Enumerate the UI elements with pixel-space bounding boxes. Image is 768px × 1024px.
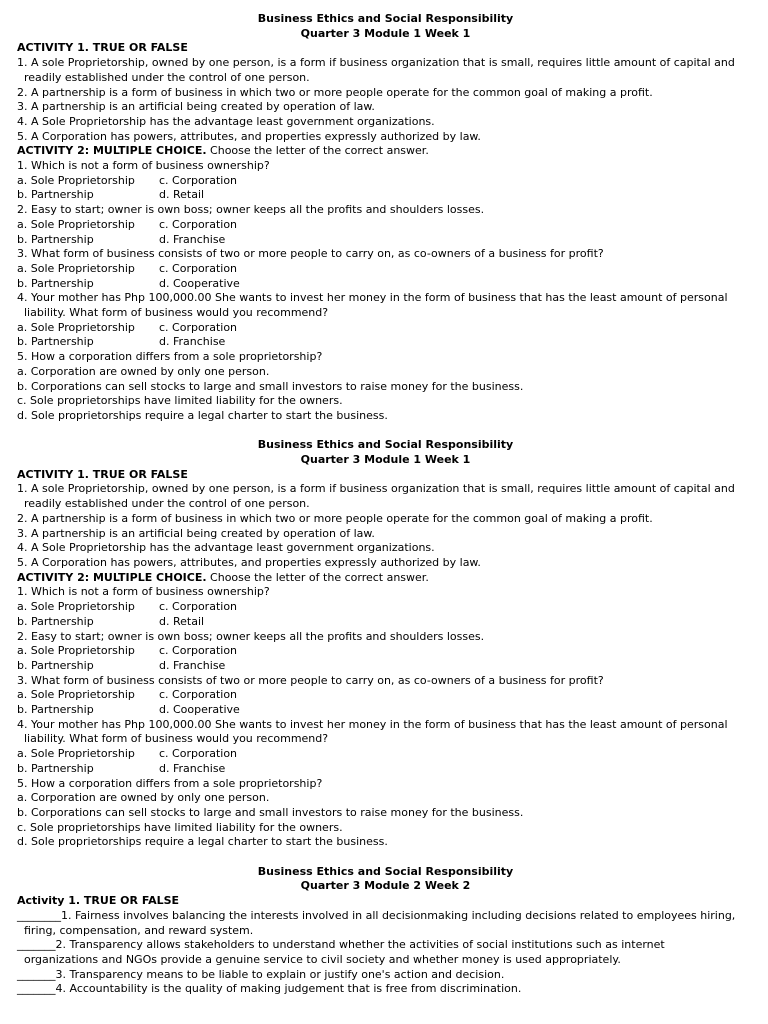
mc-option-c: c. Corporation [159,261,238,275]
mc-option-a: a. Sole Proprietorship [17,688,135,702]
statement-text: 2. Transparency allows stakeholders to understand whether the activities of social institutions such as internet [55,938,665,952]
mc-option-c: c. Corporation [159,688,238,702]
mc-option: b. Corporations can sell stocks to large and small investors to raise money for the business. [17,805,524,819]
answer-blank: _______ [17,967,56,981]
mc-question: 1. Which is not a form of business ownership? [17,159,270,173]
true-false-item: 2. A partnership is a form of business in which two or more people operate for the common goal of making a profit. [17,85,653,99]
mc-option-row [17,321,754,336]
mc-option-c: c. Corporation [159,217,238,231]
worksheet-section [17,438,754,850]
mc-option-row [17,747,754,762]
mc-option-b: b. Partnership [17,232,94,246]
mc-option-row [17,218,754,233]
mc-option-b: b. Partnership [17,276,94,290]
mc-option-row [17,188,754,203]
mc-option-row [17,703,754,718]
statement-continuation: organizations and NGOs provide a genuine service to civil society and whether money is used appropriately. [24,952,621,966]
mc-option-d: d. Cooperative [159,276,240,290]
mc-option-row [17,233,754,248]
mc-question: 5. How a corporation differs from a sole proprietorship? [17,776,323,790]
answer-blank: _______ [17,938,56,952]
mc-option-b: b. Partnership [17,658,94,672]
mc-question: 4. Your mother has Php 100,000.00 She wants to invest her money in the form of business that has the least amount of personal [17,717,728,731]
mc-question-continuation: liability. What form of business would you recommend? [24,732,329,746]
mc-option: b. Corporations can sell stocks to large and small investors to raise money for the business. [17,379,524,393]
mc-option-b: b. Partnership [17,703,94,717]
activity2-label: ACTIVITY 2: MULTIPLE CHOICE. [17,144,207,158]
true-false-item [17,938,754,953]
mc-option-a: a. Sole Proprietorship [17,320,135,334]
mc-option-d: d. Franchise [159,232,226,246]
mc-option-row [17,600,754,615]
mc-option-row [17,277,754,292]
mc-question: 3. What form of business consists of two or more people to carry on, as co-owners of a business for profit? [17,673,604,687]
mc-option-row [17,762,754,777]
mc-option-d: d. Franchise [159,761,226,775]
worksheet-subtitle: Quarter 3 Module 1 Week 1 [300,453,471,467]
worksheet-title: Business Ethics and Social Responsibility [257,438,514,452]
mc-option-b: b. Partnership [17,761,94,775]
true-false-item: 5. A Corporation has powers, attributes, and properties expressly authorized by law. [17,129,481,143]
worksheet-section-week2 [17,865,754,997]
mc-option-a: a. Sole Proprietorship [17,217,135,231]
statement-text: 4. Accountability is the quality of making judgement that is free from discrimination. [55,982,522,996]
mc-option-c: c. Corporation [159,173,238,187]
true-false-item: 1. A sole Proprietorship, owned by one person, is a form if business organization that is small, requires little amount of capital and [17,56,735,70]
true-false-item [17,982,754,997]
statement-text: 1. Fairness involves balancing the interests involved in all decisionmaking including decisions related to employees hiring, [61,908,736,922]
mc-option-a: a. Sole Proprietorship [17,644,135,658]
true-false-item-continuation: readily established under the control of one person. [24,497,310,511]
mc-question: 1. Which is not a form of business ownership? [17,585,270,599]
mc-option: a. Corporation are owned by only one person. [17,791,270,805]
true-false-item: 4. A Sole Proprietorship has the advantage least government organizations. [17,541,435,555]
mc-option-row [17,335,754,350]
worksheet-subtitle: Quarter 3 Module 2 Week 2 [300,879,471,893]
statement-text: 3. Transparency means to be liable to explain or justify one's action and decision. [55,967,505,981]
mc-question-continuation: liability. What form of business would you recommend? [24,306,329,320]
mc-option-a: a. Sole Proprietorship [17,173,135,187]
true-false-item [17,968,754,983]
mc-question: 4. Your mother has Php 100,000.00 She wants to invest her money in the form of business that has the least amount of personal [17,291,728,305]
mc-option-row [17,688,754,703]
mc-option-c: c. Corporation [159,600,238,614]
mc-option: d. Sole proprietorships require a legal charter to start the business. [17,835,388,849]
mc-option-row [17,644,754,659]
true-false-item: 5. A Corporation has powers, attributes, and properties expressly authorized by law. [17,556,481,569]
worksheet-title: Business Ethics and Social Responsibility [257,12,514,25]
activity1-heading: Activity 1. TRUE OR FALSE [17,894,180,908]
mc-option: d. Sole proprietorships require a legal charter to start the business. [17,408,388,422]
mc-question: 2. Easy to start; owner is own boss; owner keeps all the profits and shoulders losses. [17,203,485,217]
worksheet-subtitle: Quarter 3 Module 1 Week 1 [300,26,471,40]
mc-option-b: b. Partnership [17,614,94,628]
true-false-item-continuation: readily established under the control of one person. [24,70,310,84]
mc-option: c. Sole proprietorships have limited liability for the owners. [17,394,343,408]
worksheet-section [17,12,754,424]
activity1-heading: ACTIVITY 1. TRUE OR FALSE [17,467,188,481]
activity1-heading: ACTIVITY 1. TRUE OR FALSE [17,41,188,55]
mc-option-d: d. Franchise [159,335,226,349]
mc-option-row [17,659,754,674]
mc-option-d: d. Retail [159,614,205,628]
mc-option-c: c. Corporation [159,644,238,658]
mc-option-a: a. Sole Proprietorship [17,600,135,614]
mc-option-b: b. Partnership [17,188,94,202]
mc-option-c: c. Corporation [159,320,238,334]
answer-blank: ________ [17,908,61,922]
mc-option-row [17,262,754,277]
true-false-item: 1. A sole Proprietorship, owned by one person, is a form if business organization that is small, requires little amount of capital and [17,482,735,496]
mc-option-d: d. Franchise [159,658,226,672]
activity2-label: ACTIVITY 2: MULTIPLE CHOICE. [17,570,207,584]
activity2-instruction: Choose the letter of the correct answer. [206,570,429,584]
activity2-heading [17,144,754,159]
true-false-item: 3. A partnership is an artificial being created by operation of law. [17,526,375,540]
true-false-item: 3. A partnership is an artificial being created by operation of law. [17,100,375,114]
true-false-item: 2. A partnership is a form of business in which two or more people operate for the common goal of making a profit. [17,511,653,525]
mc-option: c. Sole proprietorships have limited liability for the owners. [17,820,343,834]
mc-question: 3. What form of business consists of two or more people to carry on, as co-owners of a business for profit? [17,247,604,261]
true-false-item: 4. A Sole Proprietorship has the advantage least government organizations. [17,114,435,128]
mc-option: a. Corporation are owned by only one person. [17,364,270,378]
mc-option-d: d. Cooperative [159,703,240,717]
mc-option-row [17,174,754,189]
mc-option-a: a. Sole Proprietorship [17,261,135,275]
mc-option-row [17,615,754,630]
mc-option-c: c. Corporation [159,747,238,761]
mc-question: 5. How a corporation differs from a sole proprietorship? [17,350,323,364]
mc-option-a: a. Sole Proprietorship [17,747,135,761]
activity2-instruction: Choose the letter of the correct answer. [206,144,429,158]
worksheet-title: Business Ethics and Social Responsibility [257,864,514,878]
true-false-item [17,909,754,924]
activity2-heading [17,571,754,586]
mc-option-b: b. Partnership [17,335,94,349]
mc-option-d: d. Retail [159,188,205,202]
answer-blank: _______ [17,982,56,996]
mc-question: 2. Easy to start; owner is own boss; owner keeps all the profits and shoulders losses. [17,629,485,643]
statement-continuation: firing, compensation, and reward system. [24,923,254,937]
